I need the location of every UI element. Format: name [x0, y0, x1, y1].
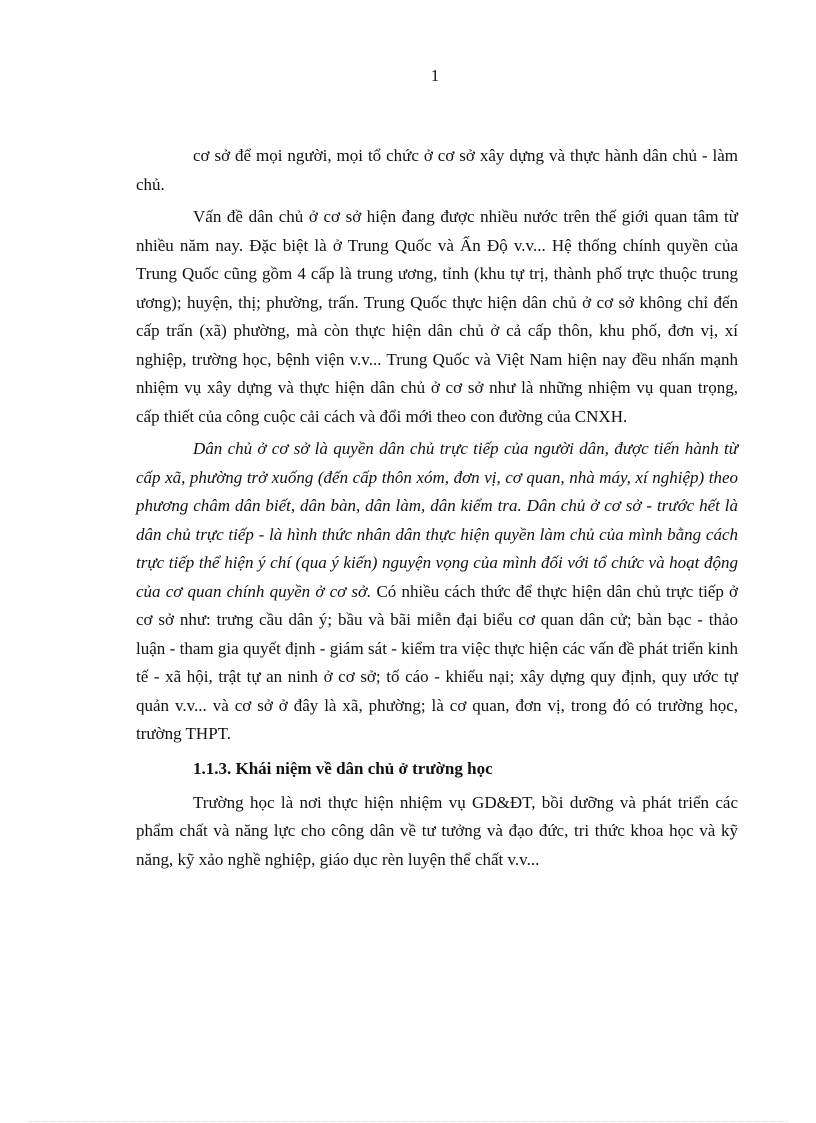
- page-number: 1: [430, 66, 440, 85]
- paragraph-continuation: cơ sở để mọi người, mọi tổ chức ở cơ sở xây dựng và thực hành dân chủ - làm chủ.: [136, 146, 738, 194]
- page-bottom-divider: [28, 1121, 788, 1122]
- definition-italic-text: Dân chủ ở cơ sở là quyền dân chủ trực tiếp của người dân, được tiến hành từ cấp xã, phường trở xuống (đến cấp thôn xóm, đơn vị, cơ quan, nhà máy, xí nghiệp) theo phương châm dân biết, dân bàn, dân làm, dân kiểm tra. Dân chủ ở cơ sở - trước hết là dân chủ trực tiếp - là hình thức nhân dân thực hiện quyền làm chủ của mình bằng cách trực tiếp thể hiện ý chí (qua ý kiến) nguyện vọng của mình đối với tổ chức và hoạt động của cơ quan chính quyền ở cơ sở.: [136, 439, 738, 601]
- paragraph-grassroots-democracy-abroad: Vấn đề dân chủ ở cơ sở hiện đang được nhiều nước trên thế giới quan tâm từ nhiều năm nay. Đặc biệt là ở Trung Quốc và Ấn Độ v.v... Hệ thống chính quyền của Trung Quốc cũng gồm 4 cấp là trung ương, tỉnh (khu tự trị, thành phố trực thuộc trung ương); huyện, thị; phường, trấn. Trung Quốc thực hiện dân chủ ở cơ sở không chỉ đến cấp trấn (xã) phường, mà còn thực hiện dân chủ ở cả cấp thôn, khu phố, đơn vị, xí nghiệp, trường học, bệnh viện v.v... Trung Quốc và Việt Nam hiện nay đều nhấn mạnh nhiệm vụ xây dựng và thực hiện dân chủ ở cơ sở như là những nhiệm vụ quan trọng, cấp thiết của công cuộc cải cách và đổi mới theo con đường của CNXH.: [136, 207, 738, 426]
- document-body: [136, 142, 738, 878]
- paragraph-school-definition: Trường học là nơi thực hiện nhiệm vụ GD&ĐT, bồi dưỡng và phát triển các phẩm chất và năng lực cho công dân về tư tưởng và đạo đức, tri thức khoa học và kỹ năng, kỹ xảo nghề nghiệp, giáo dục rèn luyện thể chất v.v...: [136, 792, 738, 869]
- paragraph-grassroots-democracy-definition: [136, 435, 738, 749]
- section-heading: 1.1.3. Khái niệm về dân chủ ở trường học: [193, 758, 493, 778]
- definition-normal-text: Có nhiều cách thức để thực hiện dân chủ trực tiếp ở cơ sở như: trưng cầu dân ý; bầu và bãi miễn đại biểu cơ quan dân cử; bàn bạc - thảo luận - tham gia quyết định - giám sát - kiểm tra việc thực hiện các vấn đề phát triển kinh tế - xã hội, trật tự an ninh ở cơ sở; tố cáo - khiếu nại; xây dựng quy định, quy ước tự quản v.v... và cơ sở ở đây là xã, phường; là cơ quan, đơn vị, trong đó có trường học, trường THPT.: [136, 581, 738, 743]
